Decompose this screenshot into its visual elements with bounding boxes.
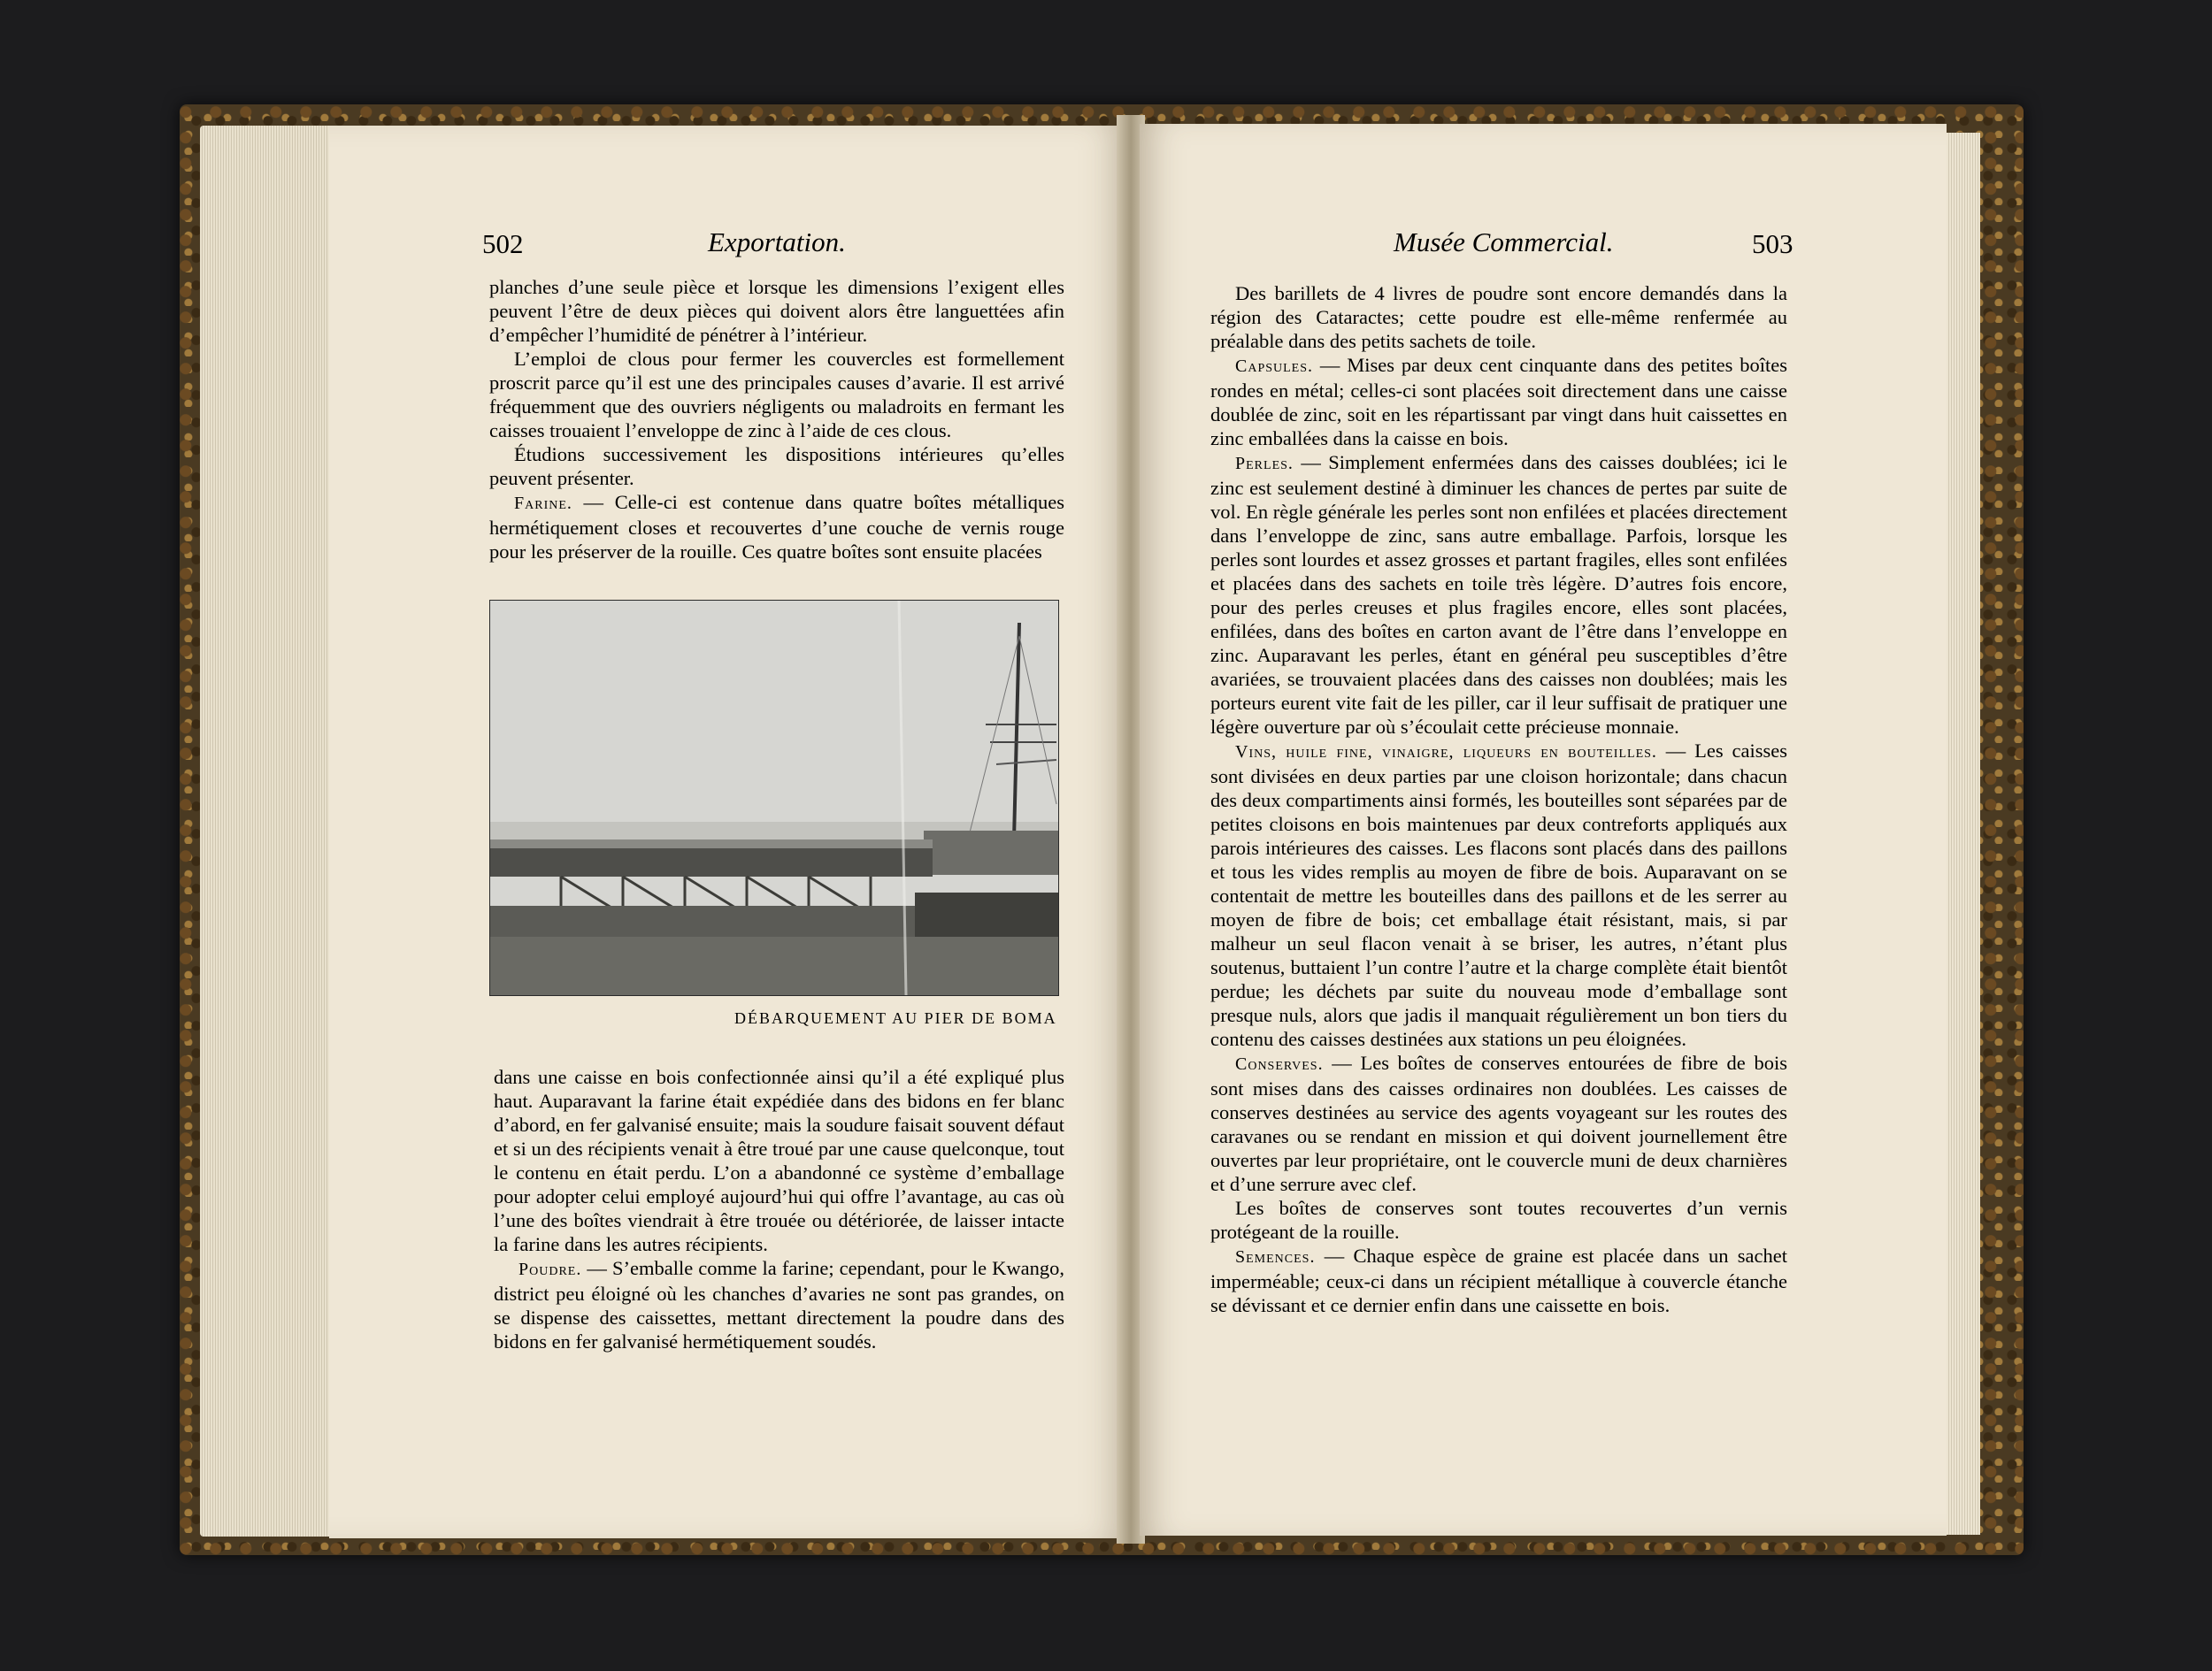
farine-paragraph xyxy=(489,490,1064,563)
perles-text: — Simplement enfermées dans des caisses doublées; ici le zinc est seulement destiné à diminuer les chances de pertes par suite de vol. En règle générale les perles sont non enfilées et placées directement dans l’enveloppe de zinc, sans autre emballage. Parfois, lorsque les perles sont lourdes et assez grosses et partant fragiles, elles sont enfilées et placées dans des sachets en toile très légère. D’autres fois encore, pour des perles creuses et plus fragiles encore, elles sont placées, enfilées, dans des boîtes en carton avant de l’être dans l’enveloppe en zinc. Auparavant les perles, étant en général peu susceptibles d’être avariées, se trouvaient placées dans des caisses non doublées; mais les porteurs eurent vite fait de les piller, car il leur suffisait de pratiquer une légère ouverture par où s’écoulait cette précieuse monnaie. xyxy=(1210,451,1787,738)
vins-text: — Les caisses sont divisées en deux parties par une cloison horizontale; dans chacun des deux compartiments ainsi formés, les bouteilles sont séparées par de petites cloisons en bois maintenues par deux contreforts appliqués aux parois intérieures des caisses. Les flacons sont placés dans des paillons et tous les vides remplis au moyen de fibre de bois. Auparavant on se contentait de mettre les bouteilles dans des paillons et de les serrer au moyen de fibre de bois; cet emballage était résistant, mais, si par malheur un seul flacon venait à se briser, les autres, n’étant plus soutenus, buttaient l’un contre l’autre et la charge complète était bientôt perdue; les déchets par suite du nouveau mode d’emballage sont presque nuls, alors que jadis il manquait régulièrement un bon tiers du contenu des caisses destinées aux stations un peu éloignées. xyxy=(1210,740,1787,1050)
semences-paragraph xyxy=(1210,1244,1787,1317)
left-page-title: Exportation. xyxy=(708,226,846,257)
left-text-top xyxy=(489,275,1064,563)
photo-caption: DÉBARQUEMENT AU PIER DE BOMA xyxy=(734,1009,1057,1027)
right-text xyxy=(1210,281,1787,1317)
vins-label: Vins, huile fine, vinaigre, liqueurs en bouteilles. xyxy=(1235,742,1657,762)
farine-text: — Celle-ci est contenue dans quatre boîtes métalliques hermétiquement closes et recouvertes d’une couche de vernis rouge pour les préserver de la rouille. Ces quatre boîtes sont ensuite placées xyxy=(489,491,1064,563)
conserves-label: Conserves. xyxy=(1235,1054,1324,1074)
conserves-text: — Les boîtes de conserves entourées de fibre de bois sont mises dans des caisses ordinaires non doublées. Les caisses de conserves destinées au service des agents voyageant sur les routes des caravanes ou se rendant en mission et qui doivent journellement être ouvertes par leur propriétaire, ont le couvercle muni de deux charnières et d’une serrure avec clef. xyxy=(1210,1052,1787,1195)
vins-paragraph xyxy=(1210,739,1787,1051)
capsules-text: — Mises par deux cent cinquante dans des petites boîtes rondes en métal; celles-ci sont placées soit directement dans une caisse doublée de zinc, soit en les répartissant par vingt dans huit caissettes en zinc emballées dans la caisse en bois. xyxy=(1210,354,1787,449)
semences-text: — Chaque espèce de graine est placée dans un sachet imperméable; ceux-ci dans un récipient métallique à couvercle étanche se dévissant et ce dernier enfin dans une caissette en bois. xyxy=(1210,1245,1787,1316)
capsules-paragraph xyxy=(1210,353,1787,450)
left-paragraph: dans une caisse en bois confectionnée ainsi qu’il a été expliqué plus haut. Auparavant la farine était expédiée dans des bidons en fer blanc d’abord, en fer galvanisé ensuite; mais la soudure faisait souvent défaut et si un des récipients venait à être troué par une cause quelconque, tout le contenu en était perdu. L’on a abandonné ce système d’emballage pour adopter celui employé aujourd’hui qui offre l’avantage, au cas où l’une des boîtes viendrait à être trouée ou détériorée, de laisser intacte la farine dans les autres récipients. xyxy=(494,1066,1064,1255)
left-paragraph: planches d’une seule pièce et lorsque les dimensions l’exigent elles peuvent l’être de deux pièces qui doivent alors être languettées afin d’empêcher l’humidité de pénétrer à l’intérieur. xyxy=(489,276,1064,346)
left-paragraph: L’emploi de clous pour fermer les couvercles est formellement proscrit parce qu’il est une des principales causes d’avarie. Il est arrivé fréquemment que des ouvriers négligents ou maladroits en fermant les caisses trouaient l’enveloppe de zinc à l’aide de ces clous. xyxy=(489,348,1064,441)
page-edges-left xyxy=(200,126,333,1537)
photo-illustration xyxy=(490,601,1058,995)
right-page-number: 503 xyxy=(1752,228,1793,259)
left-text-bottom xyxy=(494,1065,1064,1353)
poudre-label: Poudre. xyxy=(518,1260,582,1279)
farine-label: Farine. xyxy=(514,494,572,513)
perles-label: Perles. xyxy=(1235,454,1294,473)
perles-paragraph xyxy=(1210,450,1787,739)
poudre-paragraph xyxy=(494,1256,1064,1353)
conserves-paragraph xyxy=(1210,1051,1787,1196)
left-page-number: 502 xyxy=(482,228,524,259)
left-paragraph: Étudions successivement les dispositions intérieures qu’elles peuvent présenter. xyxy=(489,443,1064,489)
boma-pier-photograph xyxy=(489,600,1059,996)
semences-label: Semences. xyxy=(1235,1247,1316,1267)
right-paragraph: Des barillets de 4 livres de poudre sont encore demandés dans la région des Cataractes; cette poudre est elle-même renfermée au préalable dans des petits sachets de toile. xyxy=(1210,282,1787,352)
capsules-label: Capsules. xyxy=(1235,356,1314,376)
poudre-text: — S’emballe comme la farine; cependant, pour le Kwango, district peu éloigné où les chanches d’avaries ne sont pas grandes, on se dispense des caissettes, mettant directement la poudre dans des bidons en fer galvanisé hermétiquement soudés. xyxy=(494,1257,1064,1353)
right-page-title: Musée Commercial. xyxy=(1394,226,1614,257)
right-paragraph: Les boîtes de conserves sont toutes recouvertes d’un vernis protégeant de la rouille. xyxy=(1210,1197,1787,1243)
